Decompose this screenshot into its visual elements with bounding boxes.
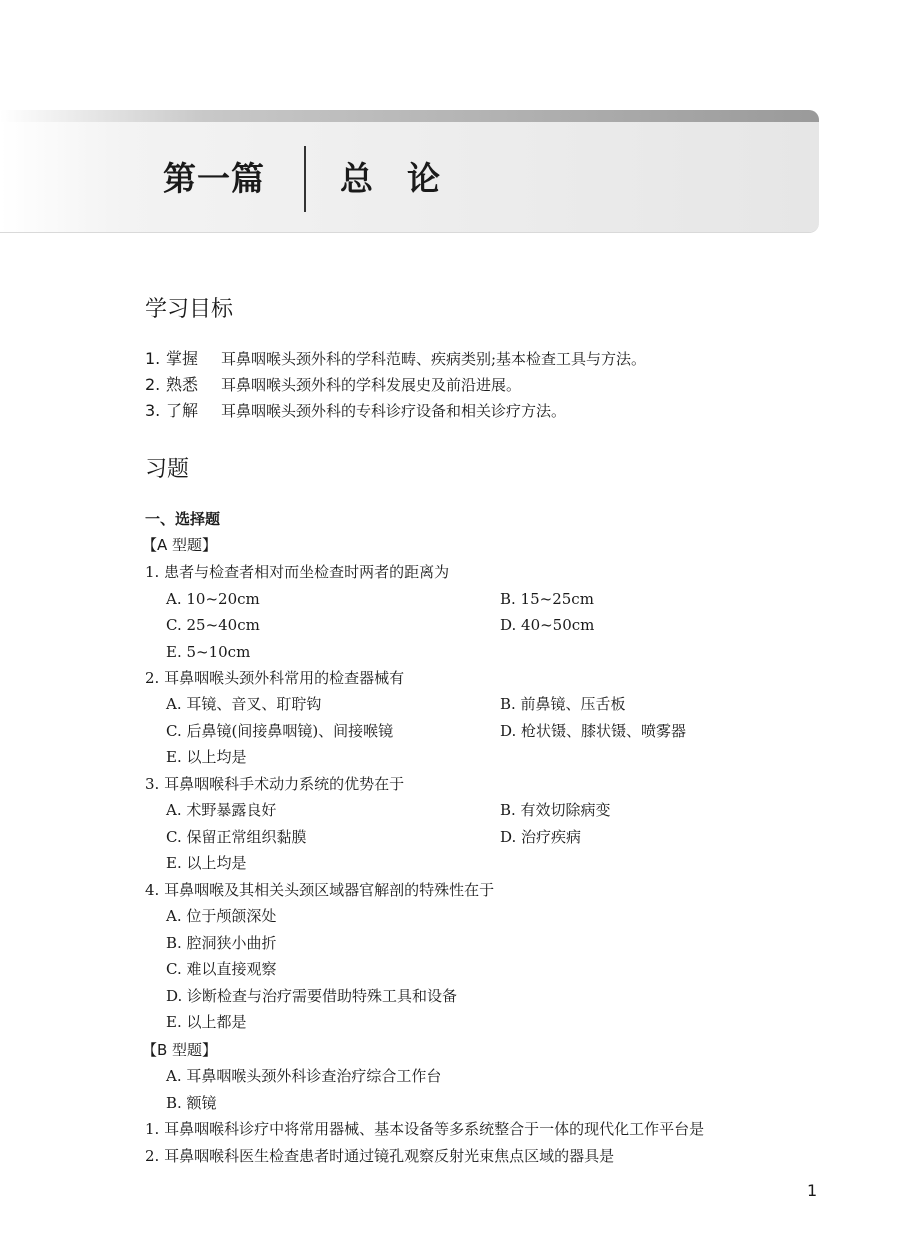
objectives-heading: 学习目标 [145,297,234,322]
answer-option: A. 术野暴露良好 [166,801,277,819]
objective-text: 耳鼻咽喉头颈外科的学科发展史及前沿进展。 [221,376,522,394]
answer-option: A. 10~20cm [166,590,260,608]
question-stem: 4. 耳鼻咽喉及其相关头颈区域器官解剖的特殊性在于 [145,881,495,899]
objective-number: 1. [145,349,161,368]
answer-option: C. 保留正常组织黏膜 [166,828,307,846]
answer-option: B. 有效切除病变 [500,801,611,819]
answer-option: D. 40~50cm [500,616,595,634]
answer-option: B. 额镜 [166,1094,217,1112]
answer-option: D. 诊断检查与治疗需要借助特殊工具和设备 [166,987,458,1005]
exercises-heading: 习题 [145,457,190,482]
objective-level: 了解 [166,401,199,420]
objective-text: 耳鼻咽喉头颈外科的学科范畴、疾病类别;基本检查工具与方法。 [221,350,647,368]
answer-option: A. 位于颅颌深处 [166,907,277,925]
answer-option: A. 耳镜、音叉、耵聍钩 [166,695,322,713]
section-heading: 一、选择题 [145,510,221,528]
answer-option: D. 治疗疾病 [500,828,582,846]
objective-number: 3. [145,401,161,420]
answer-option: A. 耳鼻咽喉头颈外科诊查治疗综合工作台 [166,1067,442,1085]
objective-text: 耳鼻咽喉头颈外科的专科诊疗设备和相关诊疗方法。 [221,402,567,420]
answer-option: C. 后鼻镜(间接鼻咽镜)、间接喉镜 [166,722,394,740]
objective-level: 熟悉 [166,375,199,394]
question-stem: 1. 耳鼻咽喉科诊疗中将常用器械、基本设备等多系统整合于一体的现代化工作平台是 [145,1120,705,1138]
part-title: 总论 [340,159,474,198]
answer-option: E. 5~10cm [166,643,251,661]
answer-option: D. 枪状镊、膝状镊、喷雾器 [500,722,687,740]
question-stem: 2. 耳鼻咽喉头颈外科常用的检查器械有 [145,669,405,687]
question-stem: 3. 耳鼻咽喉科手术动力系统的优势在于 [145,775,405,793]
answer-option: B. 腔洞狭小曲折 [166,934,277,952]
answer-option: E. 以上均是 [166,748,247,766]
part-number: 第一篇 [163,159,265,198]
part-divider [304,146,306,212]
answer-option: B. 前鼻镜、压舌板 [500,695,626,713]
question-stem: 2. 耳鼻咽喉科医生检查患者时通过镜孔观察反射光束焦点区域的器具是 [145,1147,615,1165]
objective-number: 2. [145,375,161,394]
objective-level: 掌握 [166,349,199,368]
answer-option: B. 15~25cm [500,590,594,608]
answer-option: E. 以上均是 [166,854,247,872]
answer-option: C. 难以直接观察 [166,960,277,978]
answer-option: C. 25~40cm [166,616,260,634]
banner-top-bar [0,110,819,122]
type-b-label: 【B 型题】 [142,1041,218,1059]
type-a-label: 【A 型题】 [142,536,218,554]
question-stem: 1. 患者与检查者相对而坐检查时两者的距离为 [145,563,450,581]
answer-option: E. 以上都是 [166,1013,247,1031]
page-number: 1 [807,1181,818,1200]
